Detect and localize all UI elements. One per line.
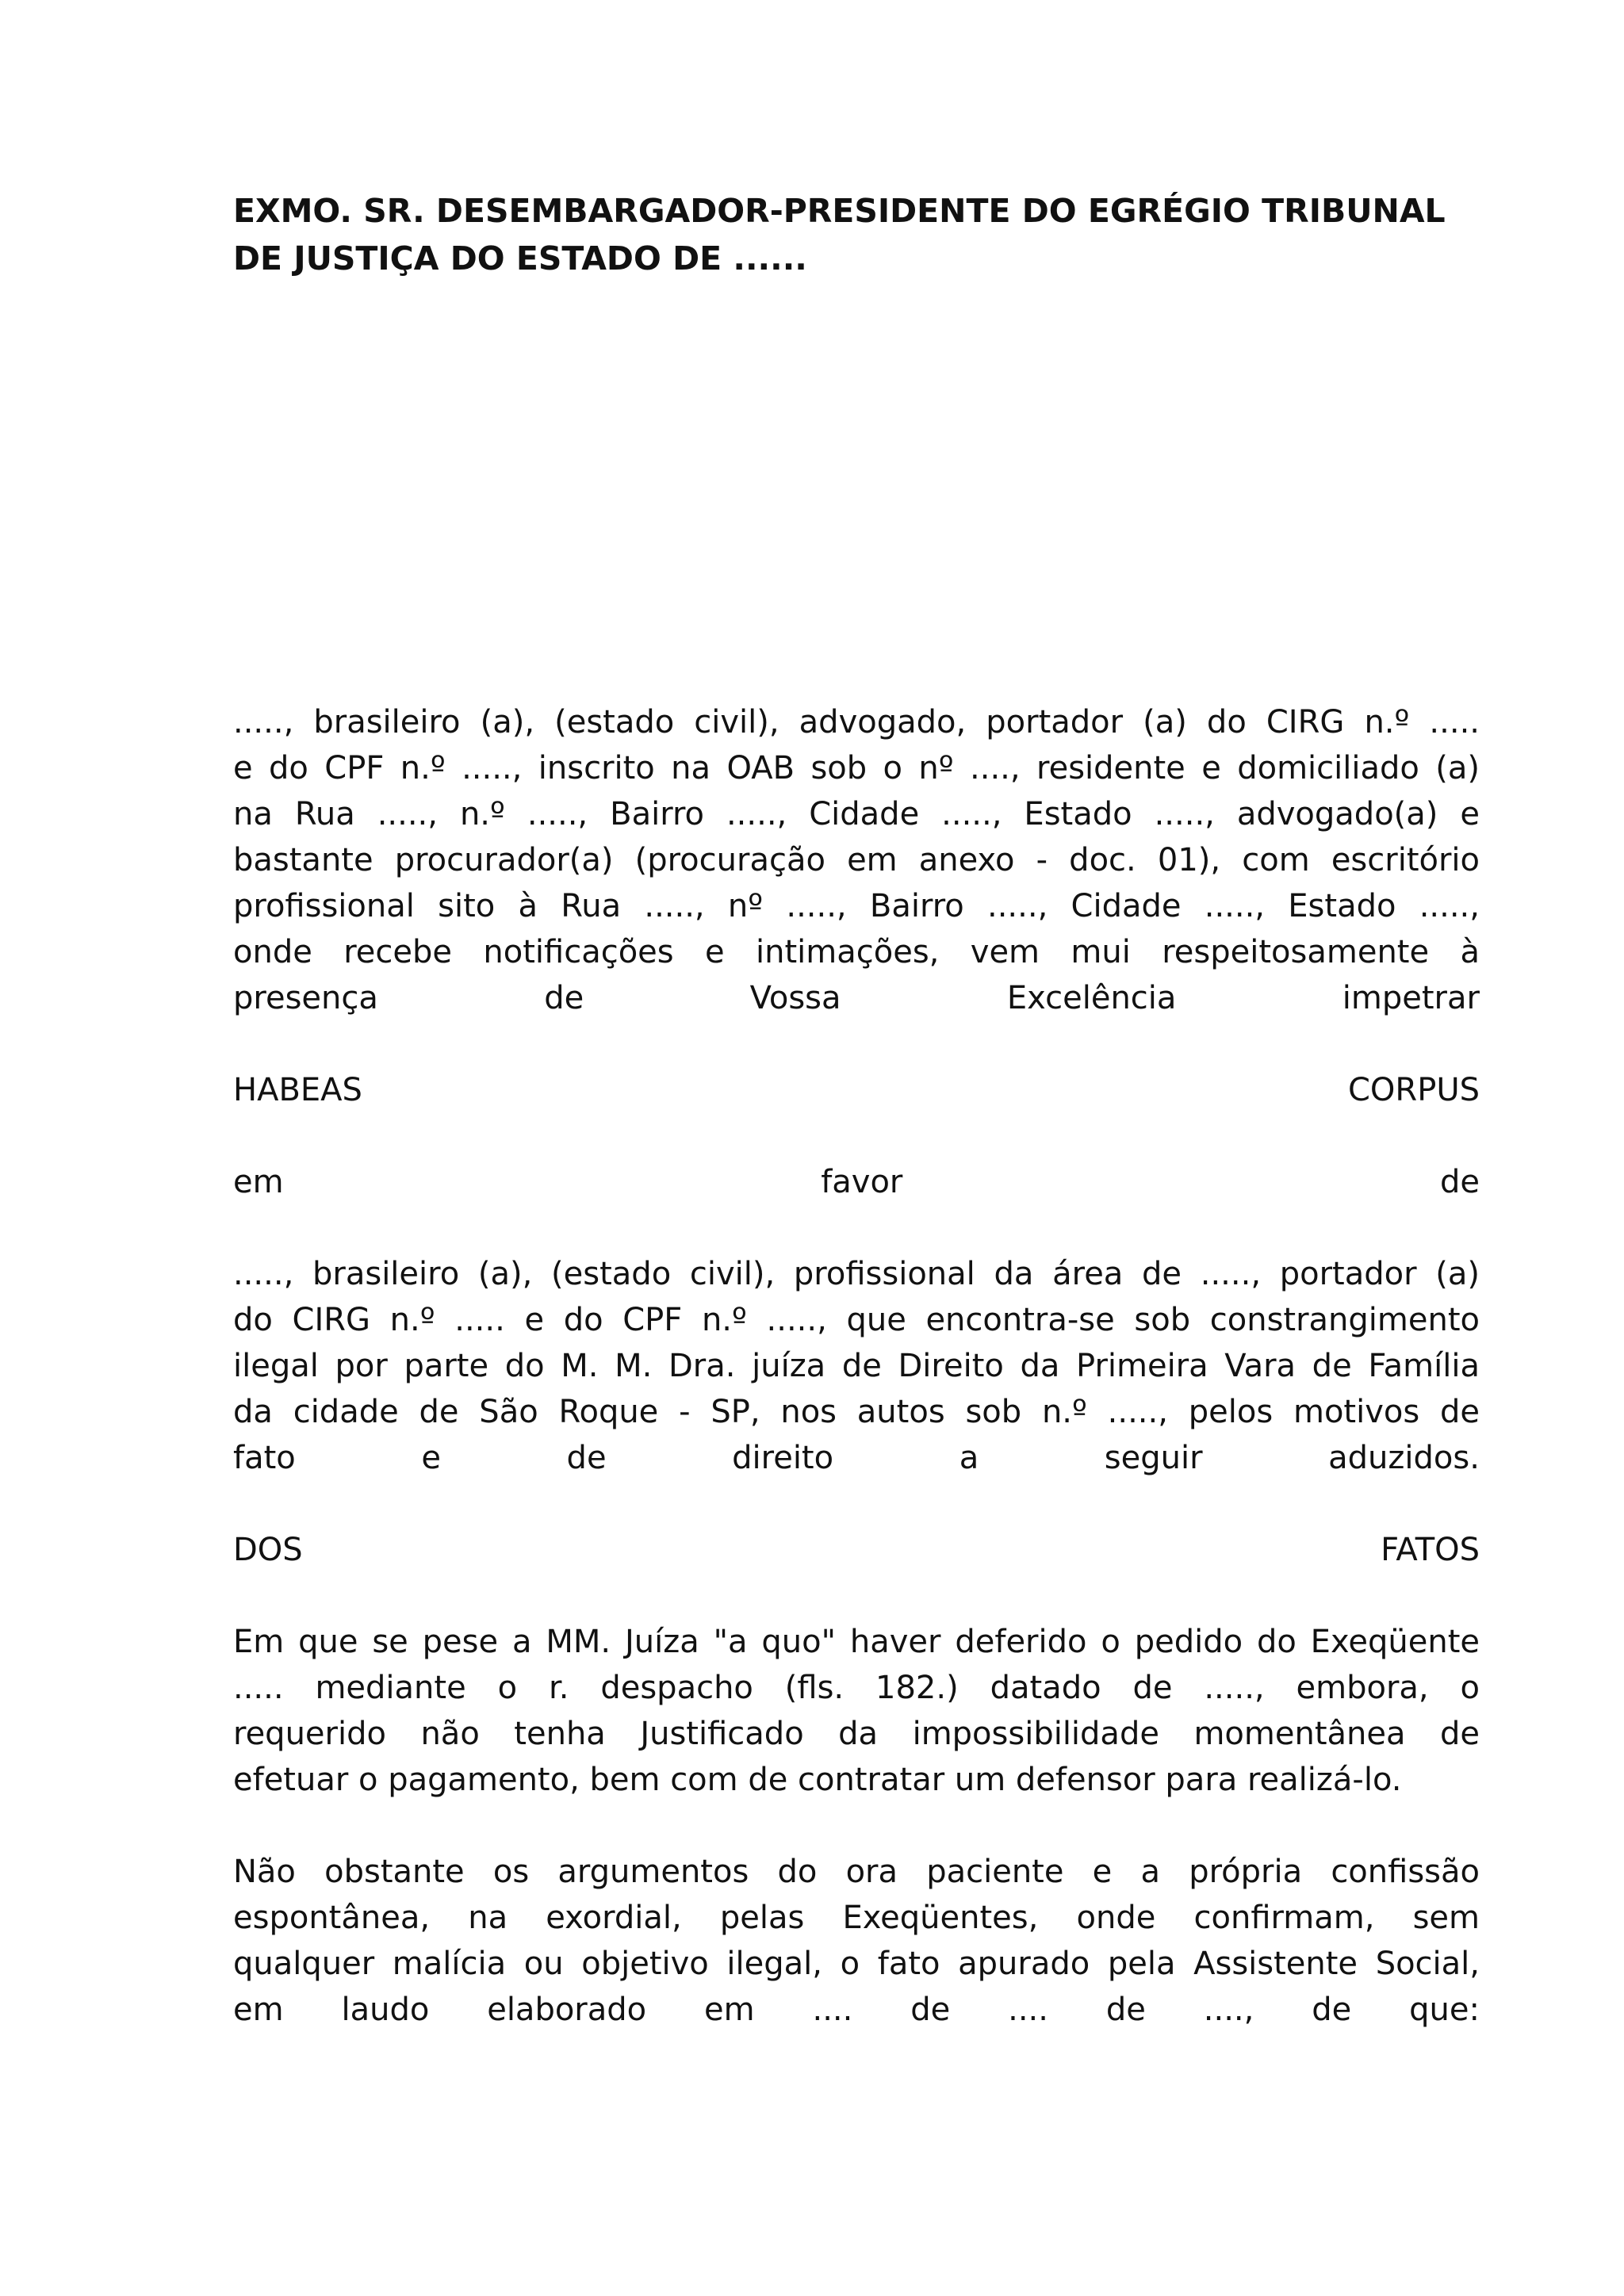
word: seguir [1104,1440,1203,1476]
paragraph-line: do CIRG n.º ..... e do CPF n.º ....., que encontra-se sob constrangimento [233,1302,1480,1338]
word: de [1439,1164,1480,1200]
word: fato [233,1440,296,1476]
word: presença [233,980,378,1016]
paragraph-line: efetuar o pagamento, bem com de contratar um defensor para realizá-lo. [233,1762,1402,1798]
word: a [959,1440,979,1476]
paragraph-line: ..... mediante o r. despacho (fls. 182.) datado de ....., embora, o [233,1670,1480,1706]
paragraph-line: qualquer malícia ou objetivo ilegal, o fato apurado pela Assistente Social, [233,1946,1480,1982]
word: aduzidos. [1328,1440,1480,1476]
fato-direito-line [233,1435,1480,1481]
word: em [233,1164,284,1200]
document-heading [233,187,1486,282]
word: ...., [1203,1992,1254,2028]
word: de [1312,1992,1352,2028]
paragraph-line: Em que se pese a MM. Juíza "a quo" haver deferido o pedido do Exeqüente [233,1624,1480,1660]
word: Excelência [1006,980,1177,1016]
word: elaborado [487,1992,647,2028]
habeas-corpus-title [233,1067,1480,1113]
paragraph-petitioner [233,699,1480,975]
word: direito [732,1440,834,1476]
paragraph-line: ilegal por parte do M. M. Dra. juíza de Direito da Primeira Vara de Família [233,1348,1480,1384]
paragraph-facts-2 [233,1849,1480,1987]
word: CORPUS [1348,1072,1480,1108]
word: FATOS [1381,1532,1480,1568]
word: HABEAS [233,1072,362,1108]
word: laudo [341,1992,430,2028]
word: de [544,980,584,1016]
paragraph-line: ....., brasileiro (a), (estado civil), profissional da área de ....., portador (a) [233,1256,1480,1292]
word: de [1105,1992,1146,2028]
paragraph-line: onde recebe notificações e intimações, vem mui respeitosamente à [233,934,1480,970]
word: impetrar [1342,980,1480,1016]
word: e [421,1440,441,1476]
word: DOS [233,1532,303,1568]
paragraph-line: espontânea, na exordial, pelas Exeqüentes, onde confirmam, sem [233,1900,1480,1936]
word: Vossa [749,980,841,1016]
word: .... [1008,1992,1048,2028]
word: de [566,1440,607,1476]
paragraph-line: da cidade de São Roque - SP, nos autos sob n.º ....., pelos motivos de [233,1394,1480,1430]
word: .... [812,1992,853,2028]
paragraph-line: Não obstante os argumentos do ora paciente e a própria confissão [233,1854,1480,1890]
word: em [233,1992,284,2028]
word: favor [821,1164,903,1200]
presenca-line [233,975,1480,1021]
paragraph-patient [233,1251,1480,1435]
word: em [704,1992,755,2028]
paragraph-facts-1 [233,1619,1480,1803]
dos-fatos-heading [233,1527,1480,1573]
paragraph-line: requerido não tenha Justificado da impossibilidade momentânea de [233,1716,1480,1752]
heading-line-1: EXMO. SR. DESEMBARGADOR-PRESIDENTE DO EGRÉGIO TRIBUNAL [233,192,1446,230]
paragraph-line: e do CPF n.º ....., inscrito na OAB sob o nº ...., residente e domiciliado (a) [233,750,1480,786]
paragraph-line: bastante procurador(a) (procuração em anexo - doc. 01), com escritório [233,842,1480,878]
paragraph-line: ....., brasileiro (a), (estado civil), advogado, portador (a) do CIRG n.º ..... [233,704,1480,740]
word: de [910,1992,951,2028]
paragraph-line: na Rua ....., n.º ....., Bairro ....., Cidade ....., Estado ....., advogado(a) e [233,796,1480,832]
heading-line-2: DE JUSTIÇA DO ESTADO DE ...... [233,239,807,277]
paragraph-line: profissional sito à Rua ....., nº ....., Bairro ....., Cidade ....., Estado ....., [233,888,1480,924]
word: que: [1409,1992,1480,2028]
em-favor-de-line [233,1159,1480,1205]
laudo-line [233,1987,1480,2033]
